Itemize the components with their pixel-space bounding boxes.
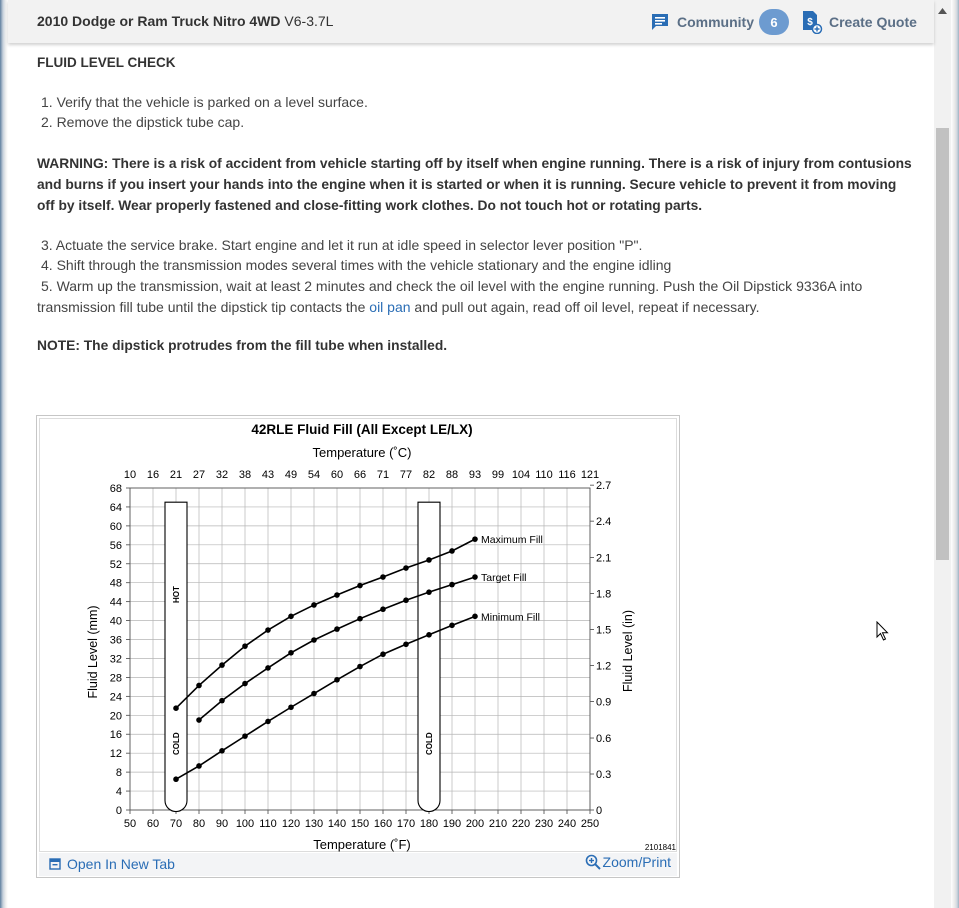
y2-tick-label: 2.7 <box>596 480 612 493</box>
y2-tick-label: 0.6 <box>596 733 612 746</box>
series-point <box>242 643 248 649</box>
series-label: Minimum Fill <box>481 611 540 624</box>
y2-tick-label: 0 <box>596 805 603 817</box>
series-label: Maximum Fill <box>481 534 543 547</box>
celsius-tick-label: 121 <box>580 469 600 481</box>
series-point <box>265 665 271 671</box>
celsius-tick-label: 16 <box>146 469 160 481</box>
series-point <box>403 565 409 571</box>
scroll-thumb[interactable] <box>936 128 949 560</box>
y-tick-label: 24 <box>109 691 122 704</box>
series-point <box>334 677 340 683</box>
dipstick-marker-label: COLD <box>172 732 181 756</box>
series-point <box>196 683 202 689</box>
create-quote-button[interactable] <box>801 9 917 35</box>
celsius-tick-label: 21 <box>169 469 183 481</box>
series-point <box>196 763 202 769</box>
vertical-scrollbar[interactable] <box>934 0 951 908</box>
series-point <box>173 776 179 782</box>
x-tick-label: 100 <box>235 818 255 830</box>
top-axis-label: Temperature (˚C) <box>312 445 412 460</box>
y-tick-label: 64 <box>109 501 122 514</box>
x-tick-label: 160 <box>373 818 393 830</box>
y-axis-label: Fluid Level (mm) <box>86 605 100 699</box>
fluid-fill-chart <box>40 419 678 853</box>
series-point <box>334 626 340 632</box>
series-point <box>357 583 363 589</box>
zoom-print-label: Zoom/Print <box>602 854 671 870</box>
series-point <box>219 662 225 668</box>
celsius-tick-label: 110 <box>535 469 553 481</box>
y2-axis-label: Fluid Level (in) <box>621 610 635 692</box>
series-point <box>311 691 317 697</box>
y-tick-label: 68 <box>109 483 122 495</box>
warning-text: WARNING: There is a risk of accident from vehicle starting off by itself when engine running. There is a risk of injury from contusions and burns if you insert your hands into the engine when it is started or when it is running. Secure vehicle to prevent it from moving off by itself. Wear properly fastened and close-fitting work clothes. Do not touch hot or rotating parts. <box>37 156 912 213</box>
new-window-icon <box>49 858 61 870</box>
y-tick-label: 52 <box>109 558 122 571</box>
x-tick-label: 70 <box>169 818 183 830</box>
figure-toolbar <box>39 853 677 876</box>
community-count-badge: 6 <box>759 9 789 35</box>
x-tick-label: 80 <box>192 818 206 830</box>
step-2: 2. Remove the dipstick tube cap. <box>41 114 245 130</box>
x-tick-label: 60 <box>146 818 160 830</box>
x-tick-label: 210 <box>488 818 508 830</box>
y-tick-label: 56 <box>109 539 122 552</box>
section-title: FLUID LEVEL CHECK <box>37 55 176 70</box>
celsius-tick-label: 60 <box>330 469 344 481</box>
x-tick-label: 220 <box>511 818 531 830</box>
window-right-edge <box>951 0 959 908</box>
x-tick-label: 150 <box>350 818 370 830</box>
series-point <box>311 637 317 643</box>
celsius-tick-label: 116 <box>558 469 576 481</box>
series-point <box>219 748 225 754</box>
step-5-text-start: 5. Warm up the transmission, wait at least 2 minutes and check the oil level with the engine running. Push the Oil Dipstick 9336A into transmission fill tube until the dipstick tip contacts the <box>37 278 863 315</box>
series-point <box>334 592 340 598</box>
y-tick-label: 60 <box>109 520 122 533</box>
series-point <box>426 557 432 563</box>
dollar-document-icon <box>801 10 823 34</box>
step-4: 4. Shift through the transmission modes several times with the vehicle stationary and the engine idling <box>41 257 672 273</box>
window-left-edge <box>0 0 8 908</box>
series-point <box>449 548 455 554</box>
series-point <box>242 733 248 739</box>
step-5 <box>37 276 917 317</box>
celsius-tick-label: 38 <box>238 469 252 481</box>
x-tick-label: 140 <box>327 818 347 830</box>
chart-title: 42RLE Fluid Fill (All Except LE/LX) <box>251 422 473 437</box>
series-point <box>426 589 432 595</box>
oil-pan-link[interactable]: oil pan <box>369 298 411 315</box>
dipstick-marker-label: COLD <box>425 732 434 756</box>
mouse-pointer-icon <box>876 621 890 641</box>
step-1: 1. Verify that the vehicle is parked on a level surface. <box>41 94 368 110</box>
celsius-tick-label: 93 <box>468 469 482 481</box>
open-in-new-tab-button[interactable] <box>49 856 175 872</box>
y-tick-label: 40 <box>109 615 122 628</box>
x-tick-label: 120 <box>281 818 301 830</box>
y-tick-label: 28 <box>109 672 122 685</box>
y-tick-label: 8 <box>115 767 122 780</box>
celsius-tick-label: 43 <box>261 469 275 481</box>
dipstick-outline <box>418 502 440 811</box>
celsius-tick-label: 54 <box>307 469 321 481</box>
series-point <box>403 641 409 647</box>
celsius-tick-label: 82 <box>422 469 436 481</box>
y2-tick-label: 1.2 <box>596 660 612 673</box>
series-point <box>449 623 455 629</box>
step-5-text-end: and pull out again, read off oil level, repeat if necessary. <box>410 298 760 315</box>
series-point <box>426 632 432 638</box>
celsius-tick-label: 32 <box>215 469 229 481</box>
series-point <box>219 698 225 704</box>
y-tick-label: 32 <box>109 653 122 666</box>
svg-text:$: $ <box>807 17 813 28</box>
figure-id: 2101841 <box>644 843 676 852</box>
series-point <box>311 602 317 608</box>
series-point <box>196 717 202 723</box>
celsius-tick-label: 77 <box>399 469 413 481</box>
y-tick-label: 36 <box>109 634 122 647</box>
scroll-up-arrow-icon <box>938 8 947 14</box>
y-tick-label: 16 <box>109 729 122 742</box>
y-tick-label: 48 <box>109 577 122 590</box>
series-label: Target Fill <box>481 572 527 585</box>
y2-tick-label: 2.4 <box>596 516 612 529</box>
y-tick-label: 0 <box>115 805 122 817</box>
series-point <box>288 614 294 620</box>
y2-tick-label: 1.5 <box>596 624 612 637</box>
celsius-tick-label: 49 <box>284 469 298 481</box>
series-point <box>265 719 271 725</box>
series-point <box>288 650 294 656</box>
dipstick-marker-label: HOT <box>172 586 181 603</box>
x-axis-label: Temperature (˚F) <box>313 837 411 852</box>
series-point <box>472 536 478 542</box>
open-in-new-tab-label: Open In New Tab <box>67 856 175 872</box>
series-point <box>173 705 179 711</box>
y-tick-label: 44 <box>109 596 122 609</box>
y2-tick-label: 1.8 <box>596 588 612 601</box>
x-tick-label: 230 <box>534 818 554 830</box>
plot-area <box>110 469 612 830</box>
series-point <box>288 704 294 710</box>
x-tick-label: 240 <box>557 818 577 830</box>
celsius-tick-label: 99 <box>491 469 505 481</box>
series-point <box>472 574 478 580</box>
x-tick-label: 250 <box>580 818 600 830</box>
x-tick-label: 200 <box>465 818 485 830</box>
x-tick-label: 110 <box>259 818 277 830</box>
zoom-print-button[interactable] <box>585 854 671 870</box>
series-point <box>472 614 478 620</box>
create-quote-label: Create Quote <box>829 14 917 30</box>
chat-bubble-icon <box>651 13 669 31</box>
step-3: 3. Actuate the service brake. Start engine and let it run at idle speed in selector lever position "P". <box>41 237 643 253</box>
y-tick-label: 12 <box>109 748 122 761</box>
celsius-tick-label: 88 <box>445 469 459 481</box>
celsius-tick-label: 104 <box>511 469 531 481</box>
figure-image <box>39 418 677 852</box>
x-tick-label: 190 <box>442 818 462 830</box>
series-point <box>242 681 248 687</box>
vehicle-engine: V6-3.7L <box>284 13 334 29</box>
series-point <box>357 664 363 670</box>
y-tick-label: 4 <box>115 786 122 799</box>
x-tick-label: 170 <box>396 818 416 830</box>
series-point <box>403 597 409 603</box>
series-point <box>265 627 271 633</box>
series-point <box>380 574 386 580</box>
series-point <box>380 651 386 657</box>
top-bar <box>8 0 934 43</box>
community-button[interactable] <box>651 9 789 35</box>
y-tick-label: 20 <box>109 710 122 723</box>
celsius-tick-label: 27 <box>192 469 206 481</box>
series-point <box>357 616 363 622</box>
dipstick-outline <box>165 502 187 811</box>
x-tick-label: 130 <box>304 818 324 830</box>
y2-tick-label: 0.9 <box>596 696 612 709</box>
magnifier-plus-icon <box>585 854 601 870</box>
figure-panel <box>36 415 680 878</box>
x-tick-label: 180 <box>419 818 439 830</box>
celsius-tick-label: 66 <box>353 469 367 481</box>
y2-tick-label: 0.3 <box>596 769 612 782</box>
series-point <box>449 582 455 588</box>
community-label: Community <box>677 14 754 30</box>
y2-tick-label: 2.1 <box>596 552 612 565</box>
note-text: NOTE: The dipstick protrudes from the fill tube when installed. <box>37 338 448 353</box>
vehicle-title <box>37 13 333 29</box>
celsius-tick-label: 10 <box>123 469 137 481</box>
vehicle-name: 2010 Dodge or Ram Truck Nitro 4WD <box>37 13 281 29</box>
series-point <box>380 606 386 612</box>
x-tick-label: 90 <box>215 818 229 830</box>
celsius-tick-label: 71 <box>376 469 390 481</box>
scroll-up-button[interactable] <box>934 0 951 22</box>
x-tick-label: 50 <box>123 818 137 830</box>
